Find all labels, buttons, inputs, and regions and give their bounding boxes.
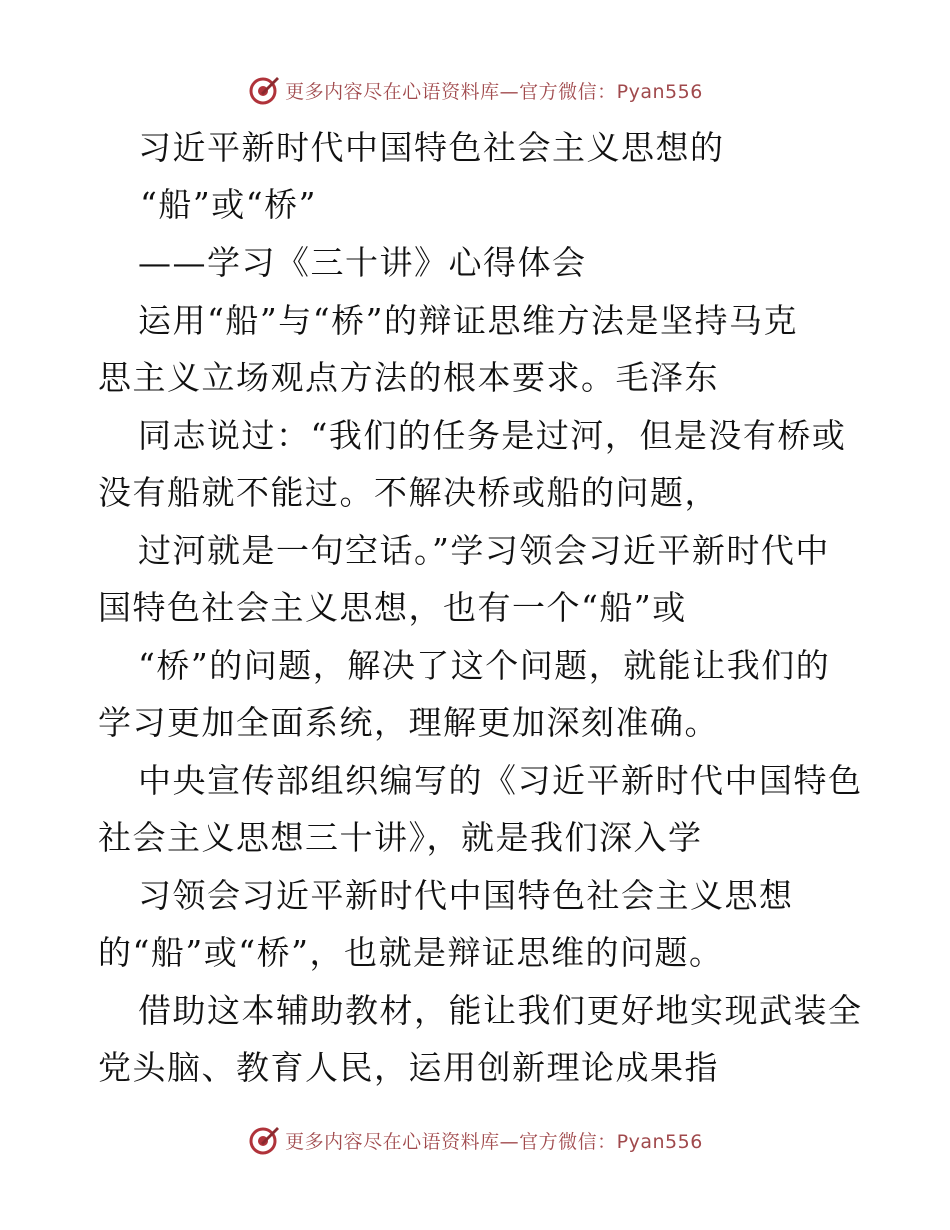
subtitle-line: ——学习《三十讲》心得体会 [138, 243, 587, 282]
pen-logo-icon [247, 1123, 281, 1157]
paragraph-line: 学习更加全面系统，理解更加深刻准确。 [98, 703, 719, 742]
paragraph-line: 思主义立场观点方法的根本要求。毛泽东 [98, 358, 719, 397]
header-watermark-text: 更多内容尽在心语资料库—官方微信：Pyan556 [285, 80, 703, 103]
paragraph-line: 没有船就不能过。不解决桥或船的问题， [98, 473, 719, 512]
paragraph-line: “桥”的问题，解决了这个问题，就能让我们的 [138, 646, 831, 685]
title-line-2: “船”或“桥” [140, 185, 317, 224]
paragraph-line: 同志说过：“我们的任务是过河，但是没有桥或 [138, 416, 847, 455]
paragraph-line: 过河就是一句空话。”学习领会习近平新时代中 [138, 531, 830, 570]
paragraph-line: 运用“船”与“桥”的辩证思维方法是坚持马克 [138, 301, 798, 340]
title-line-1: 习近平新时代中国特色社会主义思想的 [138, 128, 725, 167]
paragraph-line: 党头脑、教育人民，运用创新理论成果指 [98, 1048, 719, 1087]
paragraph-line: 中央宣传部组织编写的《习近平新时代中国特色 [138, 761, 863, 800]
paragraph-line: 习领会习近平新时代中国特色社会主义思想 [138, 876, 794, 915]
paragraph-line: 社会主义思想三十讲》，就是我们深入学 [98, 818, 703, 857]
paragraph-line: 国特色社会主义思想，也有一个“船”或 [98, 588, 687, 627]
pen-logo-icon [247, 73, 281, 107]
header-watermark [0, 70, 950, 110]
footer-watermark-text: 更多内容尽在心语资料库—官方微信：Pyan556 [285, 1130, 703, 1153]
paragraph-line: 的“船”或“桥”，也就是辩证思维的问题。 [98, 933, 724, 972]
paragraph-line: 借助这本辅助教材，能让我们更好地实现武装全 [138, 991, 863, 1030]
footer-watermark [0, 1120, 950, 1160]
